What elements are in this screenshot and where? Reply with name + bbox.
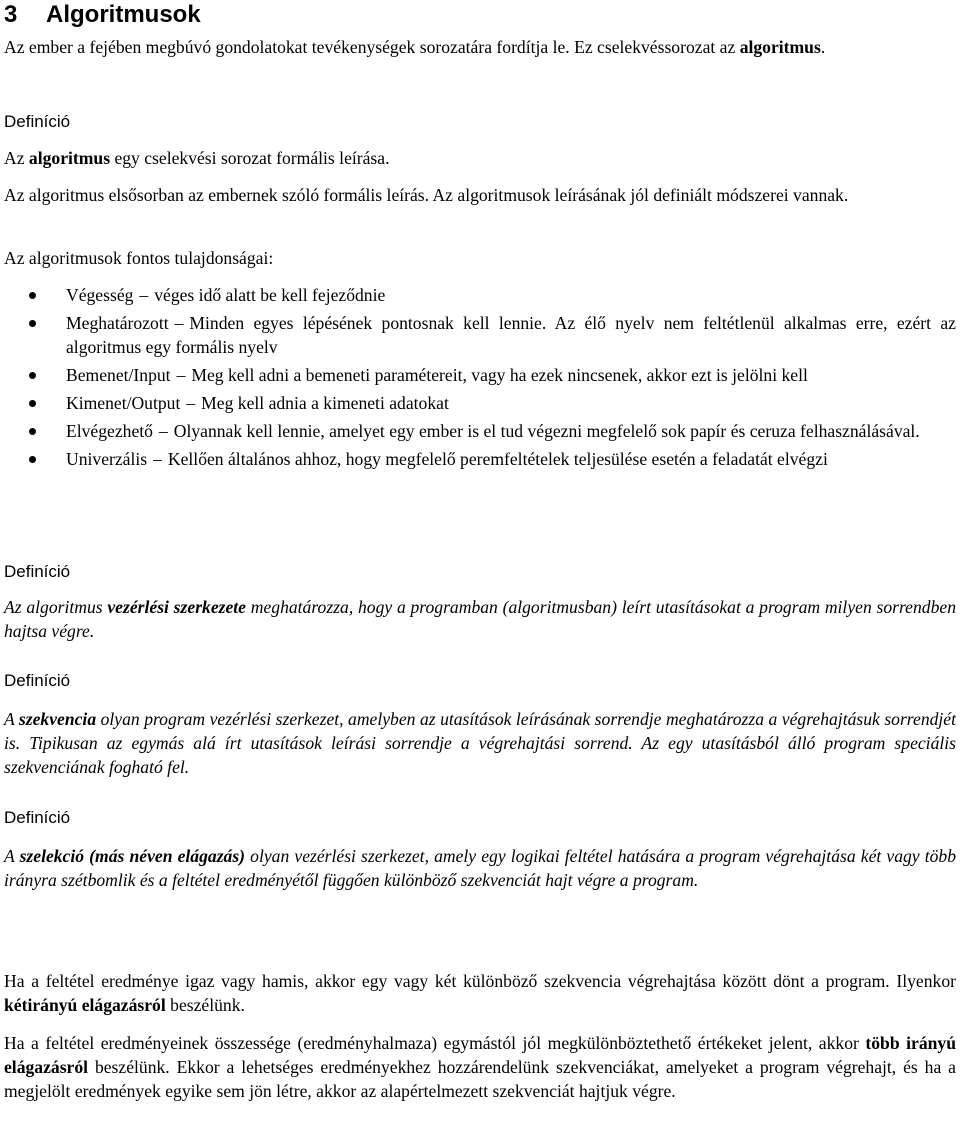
intro-paragraph: Az ember a fejében megbúvó gondolatokat tevékenységek sorozatára fordítja le. Ez cselekvéssorozat az algoritmus. [4, 37, 826, 57]
list-item: Végesség – véges idő alatt be kell fejeződnie [0, 283, 956, 307]
list-item: Kimenet/Output – Meg kell adnia a kimeneti adatokat [0, 391, 956, 415]
definition-body-1: Az algoritmus egy cselekvési sorozat formális leírása. [4, 148, 390, 168]
definition-label-1: Definíció [4, 112, 71, 131]
list-item: Univerzális – Kellően általános ahhoz, hogy megfelelő peremfeltételek teljesülése esetén a feladatát elvégzi [0, 447, 956, 471]
bullet-icon [29, 428, 36, 435]
definition-term-4: szelekció (más néven elágazás) [19, 846, 246, 866]
definition-term-3: szekvencia [18, 709, 97, 729]
section-heading [4, 0, 201, 30]
paragraph-2: Ha a feltétel eredménye igaz vagy hamis, akkor egy vagy két különböző szekvencia végrehajtása között dönt a program. Ilyenkor kétirányú elágazásról beszélünk. [4, 971, 956, 1015]
bullet-icon [29, 456, 36, 463]
definition-label-4: Definíció [4, 808, 71, 827]
paragraph-1: Az algoritmus elsősorban az embernek szóló formális leírás. Az algoritmusok leírásának jól definiált módszerei vannak. [4, 185, 849, 205]
definition-body-2: Az algoritmus vezérlési szerkezete meghatározza, hogy a programban (algoritmusban) leírt utasításokat a program milyen sorrendben hajtsa végre. [4, 597, 956, 641]
paragraph-3: Ha a feltétel eredményeinek összessége (eredményhalmaza) egymástól jól megkülönböztethető értékeket jelent, akkor több irányú elágazásról beszélünk. Ekkor a lehetséges eredményekhez hozzárendelünk szekvenciákat, amelyeket a program végrehajt, és ha a megjelölt eredmények egyike sem jön létre, akkor az alapértelmezett szekvenciát hajtjuk végre. [4, 1033, 957, 1101]
definition-body-3: A szekvencia olyan program vezérlési szerkezet, amelyben az utasítások leírásának sorrendje meghatározza a végrehajtásuk sorrendjét is. Tipikusan az egymás alá írt utasítások leírási sorrendje a végrehajtási sorrend. Az egy utasításból álló program speciális szekvenciának fogható fel. [4, 709, 956, 777]
list-item: Bemenet/Input – Meg kell adni a bemeneti paramétereit, vagy ha ezek nincsenek, akkor ezt is jelölni kell [0, 363, 956, 387]
intro-bold-term: algoritmus [739, 37, 821, 57]
section-number: 3 [4, 1, 18, 28]
bullet-icon [29, 292, 36, 299]
list-item: Elvégezhető – Olyannak kell lennie, amelyet egy ember is el tud végezni megfelelő sok papír és ceruza felhasználásával. [0, 419, 956, 443]
definition-term-1: algoritmus [28, 148, 111, 168]
definition-label-3: Definíció [4, 671, 71, 690]
definition-label-2: Definíció [4, 562, 71, 581]
section-title: Algoritmusok [46, 1, 201, 28]
paragraph-2-bold-term: kétirányú elágazásról [4, 995, 166, 1015]
definition-term-2: vezérlési szerkezete [107, 597, 246, 617]
properties-list [0, 283, 956, 475]
bullet-icon [29, 372, 36, 379]
paragraph-3-bold-term: több irányú elágazásról [4, 1033, 957, 1077]
bullet-icon [29, 320, 36, 327]
bullet-icon [29, 400, 36, 407]
definition-body-4: A szelekció (más néven elágazás) olyan vezérlési szerkezet, amely egy logikai feltétel hatására a program végrehajtása két vagy több irányra szétbomlik és a feltétel eredményétől függően különböző szekvenciát hajt végre a program. [4, 846, 956, 890]
list-item: Meghatározott – Minden egyes lépésének pontosnak kell lennie. Az élő nyelv nem feltétlenül alkalmas erre, ezért az algoritmus egy formális nyelv [0, 311, 956, 359]
properties-intro: Az algoritmusok fontos tulajdonságai: [4, 248, 274, 268]
